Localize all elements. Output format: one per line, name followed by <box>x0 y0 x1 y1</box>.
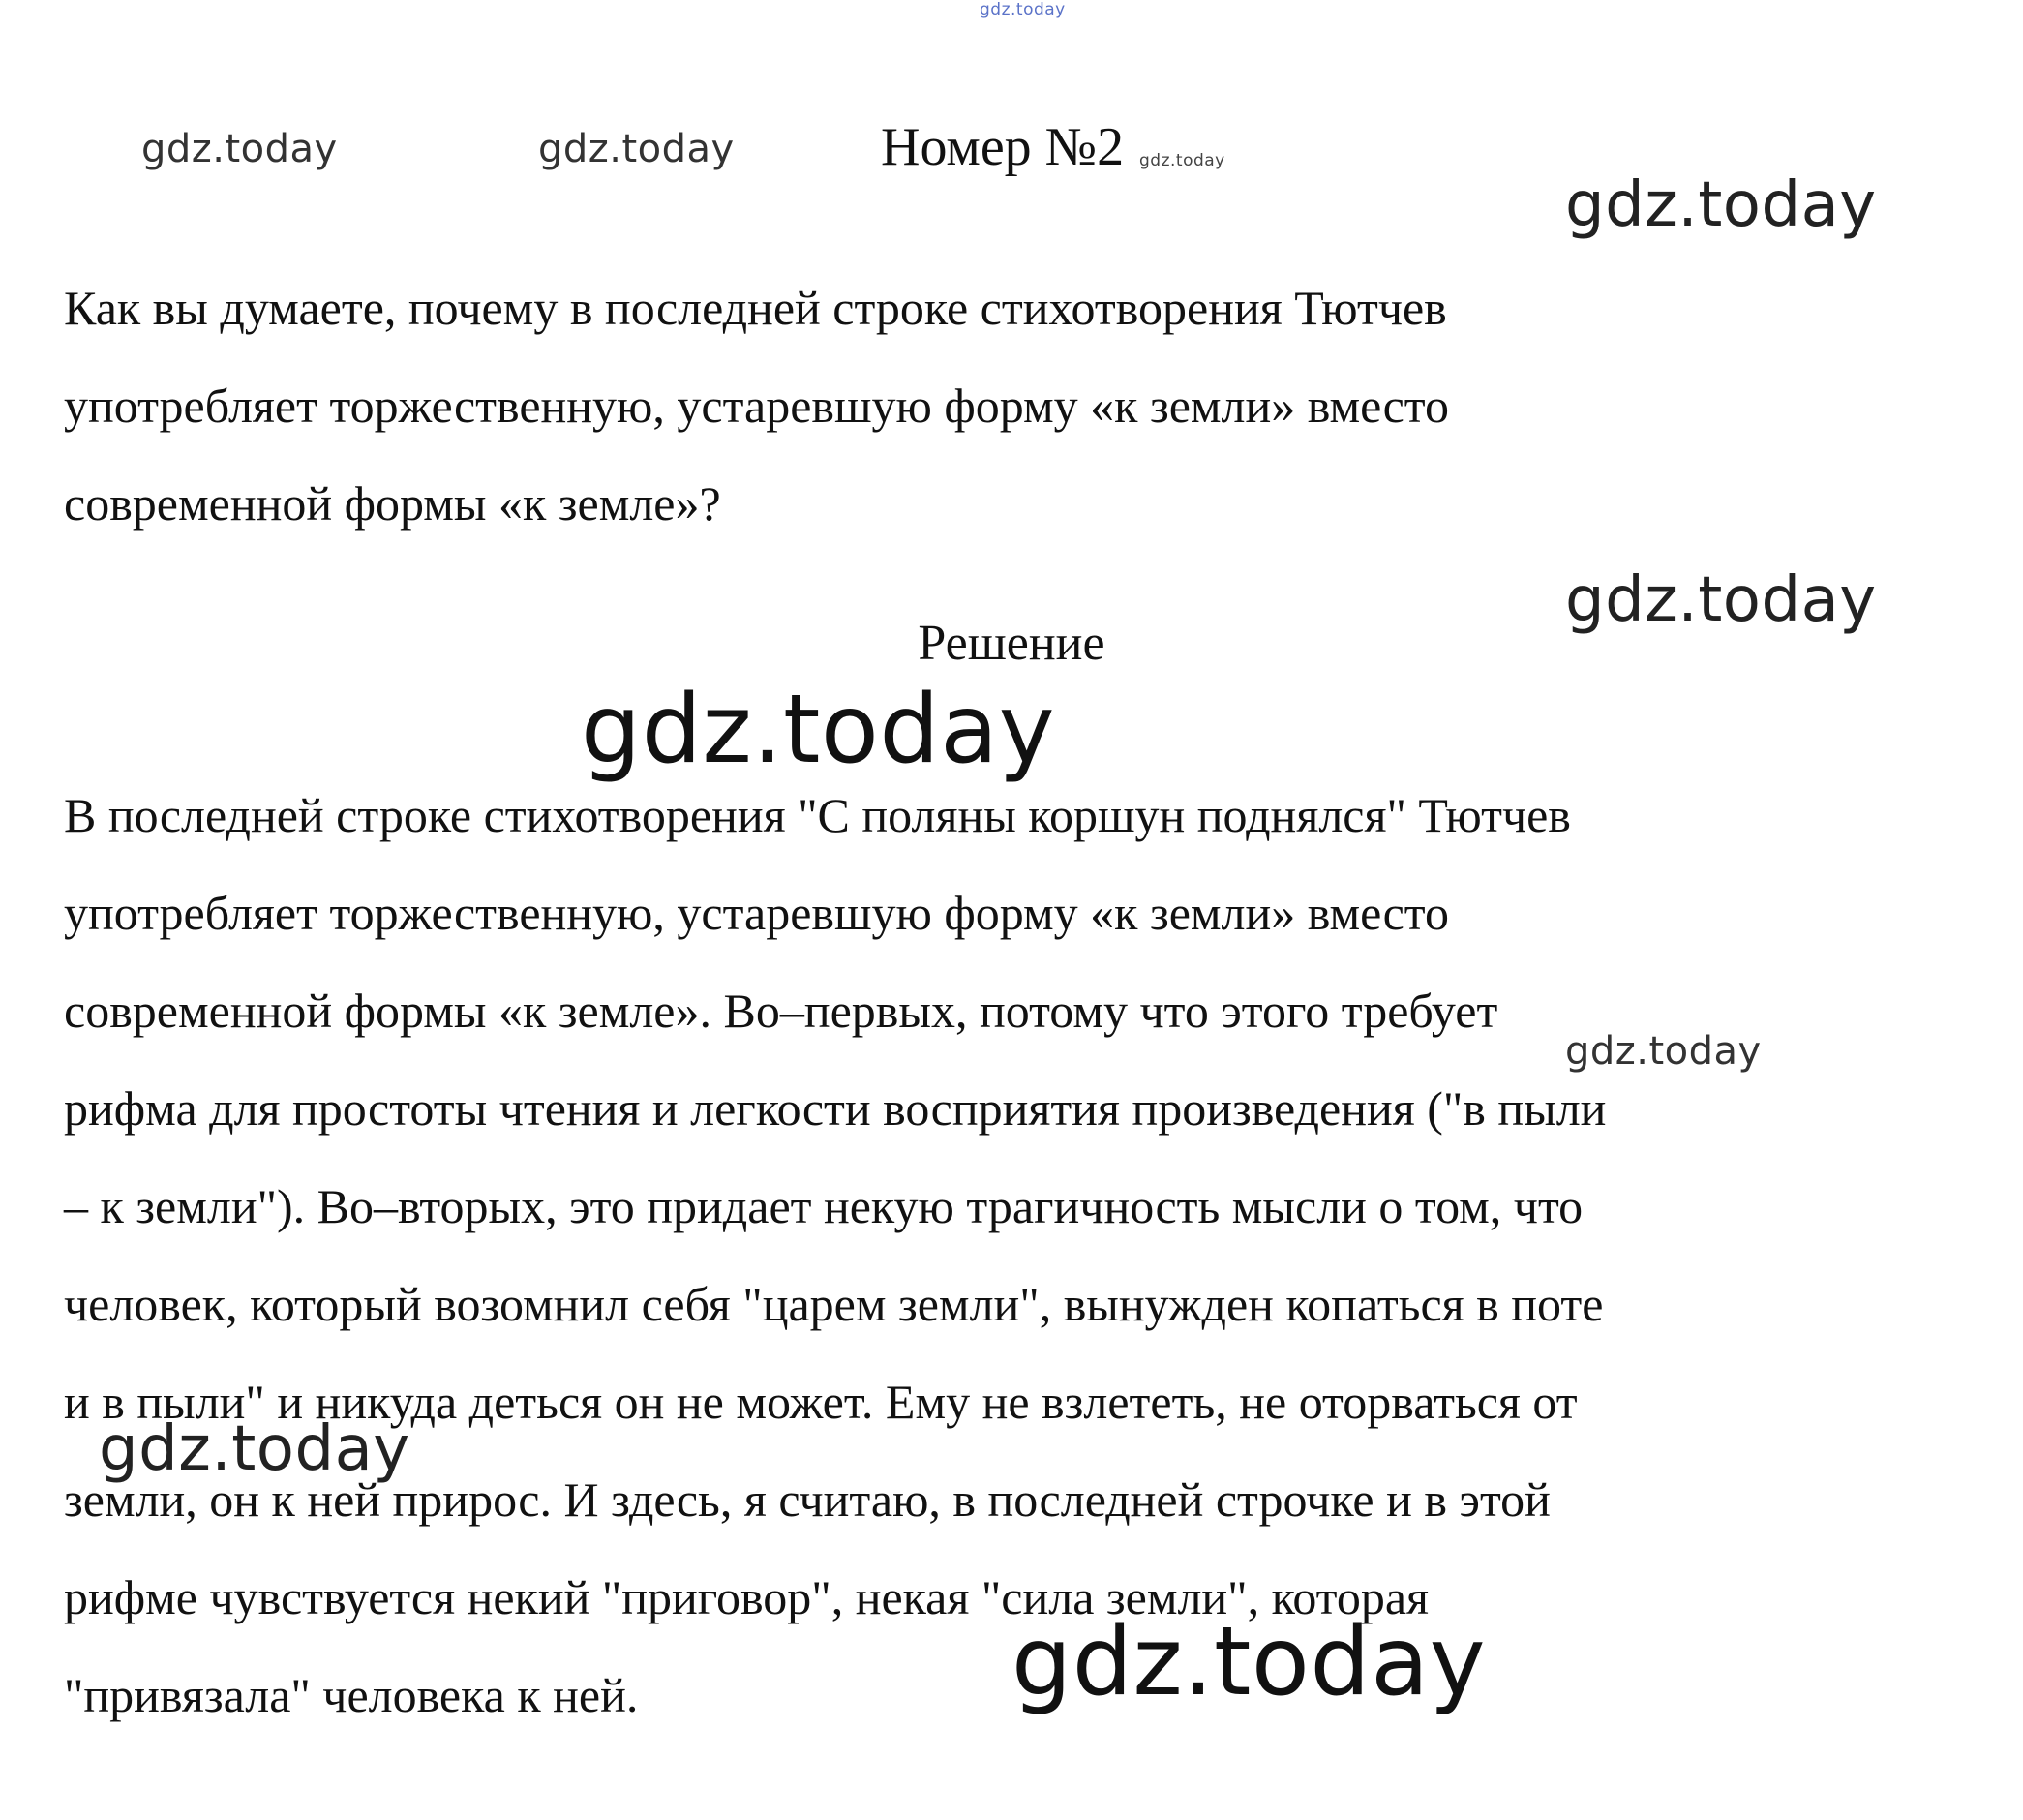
watermark-text: gdz.today <box>1565 1029 1762 1074</box>
watermark-text: gdz.today <box>141 127 338 171</box>
watermark-text: gdz.today <box>1139 151 1225 170</box>
task-question: Как вы думаете, почему в последней строке стихотворения Тютчев употребляет торжественную, устаревшую форму «к земли» вместо современной формы «к земле»? <box>64 281 1449 531</box>
watermark-text: gdz.today <box>581 675 1056 785</box>
solution-text: В последней строке стихотворения "С поляны коршун поднялся" Тютчев употребляет торжественную, устаревшую форму «к земли» вместо современной формы «к земле». Во–первых, потому что этого требует рифма для простоты чтения и легкости восприятия произведения ("в пыли – к земли"). Во–вторых, это придает некую трагичность мысли о том, что человек, который возомнил себя "царем земли", вынужден копаться в поте и в пыли" и никуда деться он не может. Ему не взлететь, не оторваться от земли, он к ней прирос. И здесь, я считаю, в последней строчке и в этой рифме чувствуется некий "приговор", некая "сила земли", которая "привязала" человека к ней. <box>64 788 1607 1722</box>
task-title: Номер №2 <box>881 117 1125 177</box>
watermark-text: gdz.today <box>1012 1607 1487 1717</box>
watermark-text: gdz.today <box>538 127 735 171</box>
watermark-text: gdz.today <box>980 0 1066 19</box>
watermark-text: gdz.today <box>1565 169 1877 241</box>
watermark-text: gdz.today <box>1565 564 1877 636</box>
solution-heading: Решение <box>918 616 1105 671</box>
watermark-text: gdz.today <box>99 1413 410 1485</box>
